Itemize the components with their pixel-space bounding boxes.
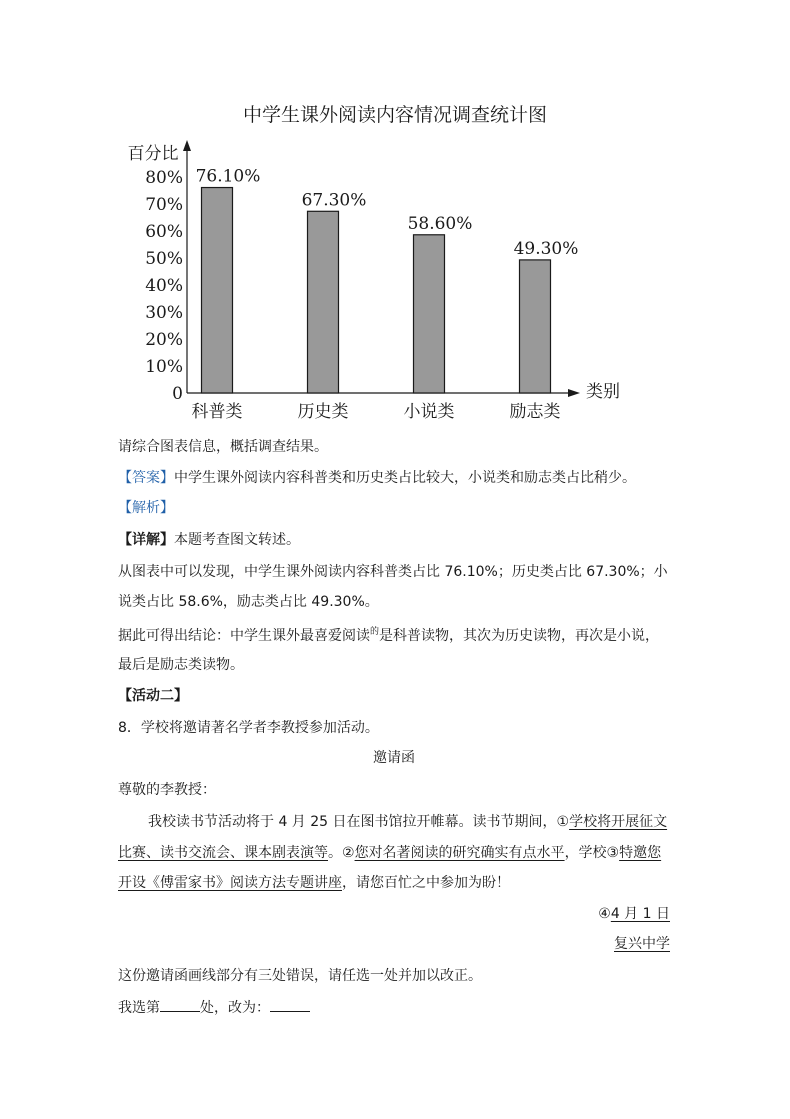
letter-body-line3: [118, 873, 510, 893]
bar: [308, 211, 339, 393]
bar-value-label: 58.60%: [407, 213, 473, 234]
detail-tag: 【详解】: [118, 532, 174, 548]
fill-line: [118, 997, 310, 1018]
y-tick-label: 40%: [145, 276, 183, 296]
letter-title: 邀请函: [373, 750, 415, 766]
answer-text: 中学生课外阅读内容科普类和历史类占比较大，小说类和励志类占比稍少。: [174, 470, 636, 486]
chart-title: 中学生课外阅读内容情况调查统计图: [242, 104, 548, 126]
y-tick-label: 0: [172, 384, 183, 404]
body1-text: 我校读书节活动将于 4 月 25 日在图书馆拉开帷幕。读书节期间，①: [148, 814, 570, 830]
bar: [520, 260, 551, 393]
analysis-tag: 【解析】: [118, 500, 174, 516]
letter-salutation: 尊敬的李教授：: [118, 782, 216, 798]
para1-line2: 说类占比 58.6%，励志类占比 49.30%。: [118, 594, 379, 610]
x-axis-arrow-icon: [568, 389, 580, 397]
detail-line: [118, 530, 300, 550]
detail-text: 本题考查图文转述。: [174, 532, 300, 548]
answer-line: [118, 468, 636, 488]
letter-date: [598, 904, 670, 924]
y-tick-label: 20%: [145, 330, 183, 350]
y-tick-label: 60%: [145, 222, 183, 242]
question-8: 8．学校将邀请著名学者李教授参加活动。: [118, 720, 379, 736]
para2-line1-a: 据此可得出结论：中学生课外最喜爱阅读: [118, 628, 370, 644]
bar: [414, 235, 445, 393]
y-tick-label: 50%: [145, 249, 183, 269]
y-axis-label: 百分比: [127, 144, 179, 164]
activity-title: 【活动二】: [118, 688, 188, 704]
x-tick-label: 励志类: [509, 402, 561, 422]
underline-4: 4 月 1 日: [610, 906, 670, 922]
x-tick-label: 历史类: [297, 402, 349, 422]
underline-3-start: 特邀您: [619, 845, 662, 861]
para2-line2: 最后是励志类读物。: [118, 657, 244, 673]
x-axis-label: 类别: [586, 382, 620, 402]
question-error: 这份邀请函画线部分有三处错误，请任选一处并加以改正。: [118, 968, 482, 984]
y-axis-arrow-icon: [183, 140, 191, 151]
body2-sep: 。②: [328, 845, 355, 861]
y-tick-label: 30%: [145, 303, 183, 323]
bar: [202, 188, 233, 393]
body3-text: ，请您百忙之中参加为盼！: [342, 875, 510, 891]
bar-chart: [110, 95, 650, 430]
y-tick-label: 10%: [145, 357, 183, 377]
para2-line1: [118, 626, 659, 646]
date-mark: ④: [598, 906, 611, 922]
y-tick-label: 70%: [145, 195, 183, 215]
para1-line1: 从图表中可以发现，中学生课外阅读内容科普类占比 76.10%；历史类占比 67.30%；小: [118, 564, 668, 580]
bar-value-label: 76.10%: [195, 166, 261, 187]
bar-value-label: 49.30%: [513, 238, 579, 259]
letter-signature: 复兴中学: [614, 936, 670, 952]
fill-blank-1[interactable]: [160, 997, 200, 1012]
fill-text-a: 我选第: [118, 1000, 160, 1016]
underline-3-end: 开设《傅雷家书》阅读方法专题讲座: [118, 875, 342, 891]
underline-2: 您对名著阅读的研究确实有点水平: [354, 845, 565, 861]
fill-text-b: 处，改为：: [200, 1000, 270, 1016]
para2-sup: 的: [370, 627, 380, 637]
x-tick-label: 科普类: [191, 402, 243, 422]
fill-blank-2[interactable]: [270, 997, 310, 1012]
answer-tag: 【答案】: [118, 470, 174, 486]
para2-line1-b: 是科普读物，其次为历史读物，再次是小说，: [379, 628, 660, 644]
body2-mid: ，学校③: [564, 845, 620, 861]
x-tick-label: 小说类: [403, 402, 455, 422]
underline-1-end: 比赛、读书交流会、课本剧表演等: [118, 845, 328, 861]
y-tick-label: 80%: [145, 168, 183, 188]
letter-body-line2: [118, 843, 661, 863]
underline-1-start: 学校将开展征文: [569, 814, 668, 830]
bar-value-label: 67.30%: [301, 190, 367, 211]
question-prompt: 请综合图表信息，概括调查结果。: [118, 439, 328, 455]
letter-body-line1: [148, 812, 667, 832]
